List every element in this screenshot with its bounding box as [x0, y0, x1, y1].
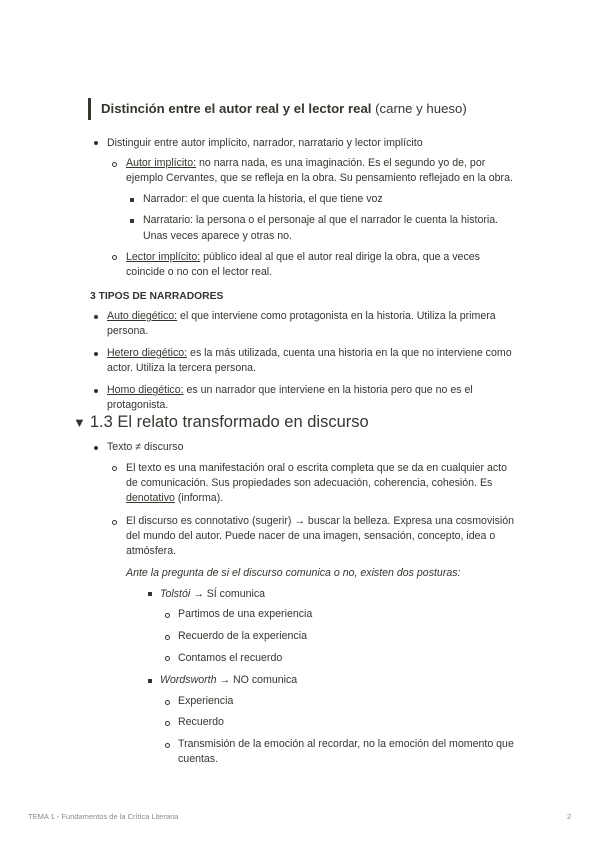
- bullet-disc: [94, 141, 98, 145]
- autor-implicito-line1: Autor implícito: no narra nada, es una imaginación. Es el segundo yo de, por: [126, 157, 486, 169]
- section-heading-1-3[interactable]: [73, 411, 369, 434]
- discurso-def-line2: del mundo del autor. Puede nacer de una imagen, sensación, concepto, idea o: [126, 530, 496, 542]
- hetero-diegetico-line2: actor. Utiliza la tercera persona.: [107, 362, 256, 374]
- bullet-square: [148, 679, 152, 683]
- wordsworth-item-3-line1: Transmisión de la emoción al recordar, no la emoción del momento que: [178, 738, 514, 750]
- texto-discurso-line: Texto ≠ discurso: [107, 441, 184, 453]
- auto-diegetico-line1: Auto diegético: el que interviene como protagonista en la historia. Utiliza la primera: [107, 310, 496, 322]
- auto-diegetico-label: Auto diegético:: [107, 310, 178, 322]
- tolstoi-item-3: Contamos el recuerdo: [178, 652, 283, 664]
- homo-diegetico-line1: Homo diegético: es un narrador que interviene en la historia pero que no es el: [107, 384, 473, 396]
- narratario-line1: Narratario: la persona o el personaje al que el narrador le cuenta la historia.: [143, 214, 499, 226]
- bullet-circle: [165, 721, 170, 726]
- bullet-circle: [165, 635, 170, 640]
- auto-diegetico-line2: persona.: [107, 325, 149, 337]
- quote-heading-normal: (carne y hueso): [375, 101, 467, 116]
- wordsworth-line: Wordsworth → NO comunica: [160, 674, 298, 686]
- bullet-square: [130, 198, 134, 202]
- discurso-def-line1: El discurso es connotativo (sugerir) → buscar la belleza. Expresa una cosmovisión: [126, 515, 515, 527]
- tolstoi-name: Tolstói: [160, 588, 191, 600]
- autor-implicito-label: Autor implícito:: [126, 157, 197, 169]
- narratario-line2: Unas veces aparece y otras no.: [143, 230, 292, 242]
- bullet-disc: [94, 352, 98, 356]
- hetero-diegetico-label: Hetero diegético:: [107, 347, 188, 359]
- lector-implicito-line1: Lector implícito: público ideal al que el autor real dirige la obra, que a veces: [126, 251, 480, 263]
- bullet-circle: [165, 743, 170, 748]
- texto-def-line1: El texto es una manifestación oral o escrita completa que se da en cualquier acto: [126, 462, 508, 474]
- toggle-triangle-icon[interactable]: ▼: [73, 415, 86, 430]
- autor-implicito-line2: ejemplo Cervantes, que se refleja en la obra. Su pensamiento reflejado en la obra.: [126, 172, 513, 184]
- lector-implicito-line2: coincide o no con el lector real.: [126, 266, 273, 278]
- texto-def-line3: denotativo (informa).: [126, 492, 224, 504]
- bullet-square: [148, 592, 152, 596]
- wordsworth-item-1: Experiencia: [178, 695, 234, 707]
- narradores-subheading: 3 TIPOS DE NARRADORES: [90, 291, 224, 302]
- hetero-diegetico-line1: Hetero diegético: es la más utilizada, cuenta una historia en la que no interviene como: [107, 347, 512, 359]
- bullet-circle: [112, 162, 117, 167]
- bullet-disc: [94, 389, 98, 393]
- footer-title: TEMA 1 - Fundamentos de la Crítica Literaria: [28, 812, 179, 821]
- bullet-circle: [165, 700, 170, 705]
- quote-heading-bold: Distinción entre el autor real y el lector real: [101, 101, 372, 116]
- wordsworth-item-3-line2: cuentas.: [178, 753, 219, 765]
- bullet-circle: [112, 255, 117, 260]
- bullet-square: [130, 219, 134, 223]
- tolstoi-line: Tolstói → SÍ comunica: [160, 588, 266, 600]
- bullet-circle: [112, 520, 117, 525]
- discurso-def-line3: atmósfera.: [126, 545, 177, 557]
- bullet-circle: [165, 613, 170, 618]
- wordsworth-item-2: Recuerdo: [178, 716, 224, 728]
- texto-def-line2: de comunicación. Sus propiedades son adecuación, coherencia, cohesión. Es: [126, 477, 493, 489]
- tolstoi-item-2: Recuerdo de la experiencia: [178, 630, 307, 642]
- denotativo-label: denotativo: [126, 492, 175, 504]
- bullet-disc: [94, 315, 98, 319]
- tolstoi-item-1: Partimos de una experiencia: [178, 608, 313, 620]
- bullet-circle: [165, 656, 170, 661]
- footer-page-number: 2: [567, 812, 572, 821]
- narrador-line: Narrador: el que cuenta la historia, el que tiene voz: [143, 193, 383, 205]
- lector-implicito-label: Lector implícito:: [126, 251, 201, 263]
- bullet-circle: [112, 466, 117, 471]
- homo-diegetico-label: Homo diegético:: [107, 384, 184, 396]
- distinguir-line: Distinguir entre autor implícito, narrador, narratario y lector implícito: [107, 137, 423, 149]
- quote-heading: [88, 98, 467, 120]
- wordsworth-name: Wordsworth: [160, 674, 217, 686]
- pregunta-line: Ante la pregunta de si el discurso comunica o no, existen dos posturas:: [126, 567, 461, 579]
- homo-diegetico-line2: protagonista.: [107, 399, 169, 411]
- section-heading-text: 1.3 El relato transformado en discurso: [89, 413, 369, 431]
- bullet-disc: [94, 446, 98, 450]
